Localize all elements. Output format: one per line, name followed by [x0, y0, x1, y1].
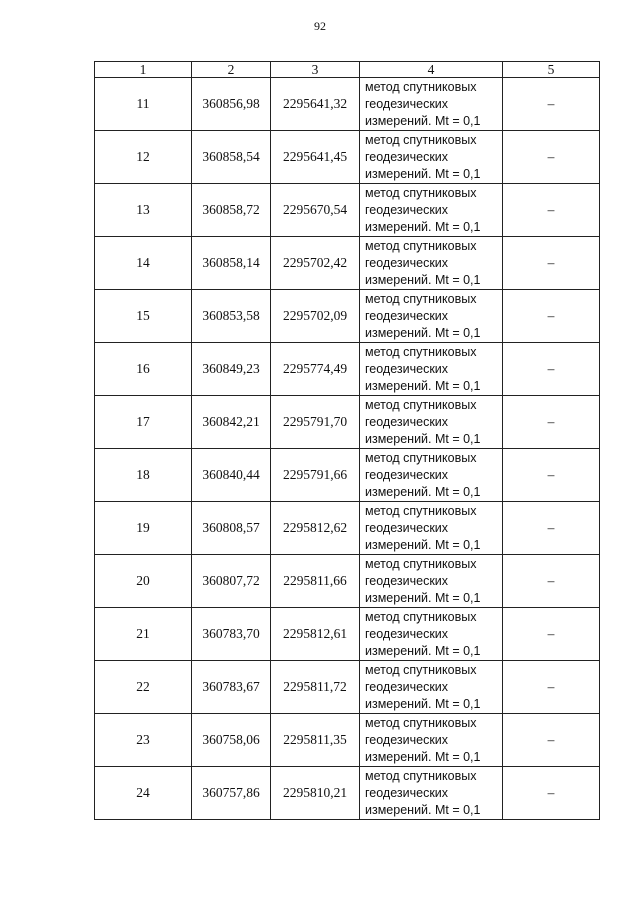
method-line: метод спутниковых: [365, 238, 477, 253]
point-number-cell: 19: [95, 502, 192, 555]
method-line: измерений. Mt = 0,1: [365, 802, 481, 817]
method-line: метод спутниковых: [365, 715, 477, 730]
x-coordinate-cell: 360808,57: [192, 502, 271, 555]
method-cell: [360, 767, 503, 820]
x-coordinate-cell: 360849,23: [192, 343, 271, 396]
method-line: измерений. Mt = 0,1: [365, 378, 481, 393]
note-cell: –: [503, 608, 600, 661]
point-number-cell: 15: [95, 290, 192, 343]
method-cell: [360, 343, 503, 396]
method-line: геодезических: [365, 361, 449, 376]
table-row: [95, 608, 600, 661]
table-row: [95, 714, 600, 767]
note-cell: –: [503, 502, 600, 555]
method-line: геодезических: [365, 414, 449, 429]
x-coordinate-cell: 360840,44: [192, 449, 271, 502]
method-line: геодезических: [365, 520, 449, 535]
note-cell: –: [503, 555, 600, 608]
point-number-cell: 23: [95, 714, 192, 767]
y-coordinate-cell: 2295641,45: [271, 131, 360, 184]
y-coordinate-cell: 2295641,32: [271, 78, 360, 131]
method-line: измерений. Mt = 0,1: [365, 484, 481, 499]
column-header: 4: [360, 62, 503, 78]
method-line: геодезических: [365, 255, 449, 270]
method-line: метод спутниковых: [365, 768, 477, 783]
method-line: метод спутниковых: [365, 397, 477, 412]
point-number-cell: 17: [95, 396, 192, 449]
method-line: метод спутниковых: [365, 450, 477, 465]
y-coordinate-cell: 2295670,54: [271, 184, 360, 237]
x-coordinate-cell: 360856,98: [192, 78, 271, 131]
table-body: [95, 78, 600, 820]
x-coordinate-cell: 360757,86: [192, 767, 271, 820]
table-row: [95, 502, 600, 555]
x-coordinate-cell: 360858,14: [192, 237, 271, 290]
point-number-cell: 13: [95, 184, 192, 237]
x-coordinate-cell: 360858,54: [192, 131, 271, 184]
method-line: геодезических: [365, 785, 449, 800]
table-row: [95, 449, 600, 502]
method-line: измерений. Mt = 0,1: [365, 272, 481, 287]
method-line: геодезических: [365, 96, 449, 111]
header-row: [95, 62, 600, 78]
point-number-cell: 12: [95, 131, 192, 184]
table-row: [95, 767, 600, 820]
method-cell: [360, 78, 503, 131]
coordinates-table: [94, 61, 600, 820]
x-coordinate-cell: 360853,58: [192, 290, 271, 343]
table-row: [95, 290, 600, 343]
x-coordinate-cell: 360807,72: [192, 555, 271, 608]
y-coordinate-cell: 2295774,49: [271, 343, 360, 396]
page-number: 92: [314, 19, 326, 33]
column-header: 1: [95, 62, 192, 78]
method-cell: [360, 555, 503, 608]
y-coordinate-cell: 2295791,66: [271, 449, 360, 502]
method-line: геодезических: [365, 626, 449, 641]
y-coordinate-cell: 2295811,72: [271, 661, 360, 714]
x-coordinate-cell: 360758,06: [192, 714, 271, 767]
table-row: [95, 555, 600, 608]
method-line: измерений. Mt = 0,1: [365, 431, 481, 446]
point-number-cell: 16: [95, 343, 192, 396]
method-cell: [360, 237, 503, 290]
method-line: метод спутниковых: [365, 609, 477, 624]
method-line: геодезических: [365, 149, 449, 164]
method-line: метод спутниковых: [365, 291, 477, 306]
method-line: измерений. Mt = 0,1: [365, 113, 481, 128]
method-line: геодезических: [365, 679, 449, 694]
note-cell: –: [503, 714, 600, 767]
method-line: метод спутниковых: [365, 185, 477, 200]
note-cell: –: [503, 767, 600, 820]
table-row: [95, 237, 600, 290]
method-line: геодезических: [365, 732, 449, 747]
y-coordinate-cell: 2295791,70: [271, 396, 360, 449]
note-cell: –: [503, 343, 600, 396]
method-line: измерений. Mt = 0,1: [365, 749, 481, 764]
method-line: геодезических: [365, 467, 449, 482]
method-cell: [360, 449, 503, 502]
method-cell: [360, 714, 503, 767]
note-cell: –: [503, 131, 600, 184]
x-coordinate-cell: 360783,70: [192, 608, 271, 661]
y-coordinate-cell: 2295702,09: [271, 290, 360, 343]
x-coordinate-cell: 360842,21: [192, 396, 271, 449]
method-line: метод спутниковых: [365, 132, 477, 147]
table-row: [95, 396, 600, 449]
column-header: 5: [503, 62, 600, 78]
method-line: геодезических: [365, 573, 449, 588]
method-line: измерений. Mt = 0,1: [365, 590, 481, 605]
note-cell: –: [503, 449, 600, 502]
method-line: метод спутниковых: [365, 662, 477, 677]
note-cell: –: [503, 661, 600, 714]
note-cell: –: [503, 290, 600, 343]
column-header: 2: [192, 62, 271, 78]
method-cell: [360, 661, 503, 714]
point-number-cell: 22: [95, 661, 192, 714]
y-coordinate-cell: 2295811,35: [271, 714, 360, 767]
method-line: геодезических: [365, 308, 449, 323]
method-line: метод спутниковых: [365, 79, 477, 94]
method-line: метод спутниковых: [365, 344, 477, 359]
x-coordinate-cell: 360783,67: [192, 661, 271, 714]
method-line: измерений. Mt = 0,1: [365, 166, 481, 181]
method-cell: [360, 184, 503, 237]
method-line: метод спутниковых: [365, 556, 477, 571]
table-row: [95, 661, 600, 714]
y-coordinate-cell: 2295811,66: [271, 555, 360, 608]
note-cell: –: [503, 396, 600, 449]
table-row: [95, 78, 600, 131]
note-cell: –: [503, 78, 600, 131]
method-cell: [360, 396, 503, 449]
x-coordinate-cell: 360858,72: [192, 184, 271, 237]
y-coordinate-cell: 2295810,21: [271, 767, 360, 820]
method-cell: [360, 502, 503, 555]
note-cell: –: [503, 237, 600, 290]
method-cell: [360, 290, 503, 343]
point-number-cell: 18: [95, 449, 192, 502]
note-cell: –: [503, 184, 600, 237]
method-line: геодезических: [365, 202, 449, 217]
point-number-cell: 11: [95, 78, 192, 131]
method-line: измерений. Mt = 0,1: [365, 219, 481, 234]
method-line: измерений. Mt = 0,1: [365, 643, 481, 658]
method-line: метод спутниковых: [365, 503, 477, 518]
table-row: [95, 184, 600, 237]
method-cell: [360, 608, 503, 661]
y-coordinate-cell: 2295812,61: [271, 608, 360, 661]
y-coordinate-cell: 2295812,62: [271, 502, 360, 555]
column-header: 3: [271, 62, 360, 78]
table-header: [95, 62, 600, 78]
method-cell: [360, 131, 503, 184]
method-line: измерений. Mt = 0,1: [365, 325, 481, 340]
table-row: [95, 131, 600, 184]
method-line: измерений. Mt = 0,1: [365, 537, 481, 552]
y-coordinate-cell: 2295702,42: [271, 237, 360, 290]
point-number-cell: 21: [95, 608, 192, 661]
point-number-cell: 14: [95, 237, 192, 290]
method-line: измерений. Mt = 0,1: [365, 696, 481, 711]
point-number-cell: 24: [95, 767, 192, 820]
point-number-cell: 20: [95, 555, 192, 608]
table-row: [95, 343, 600, 396]
